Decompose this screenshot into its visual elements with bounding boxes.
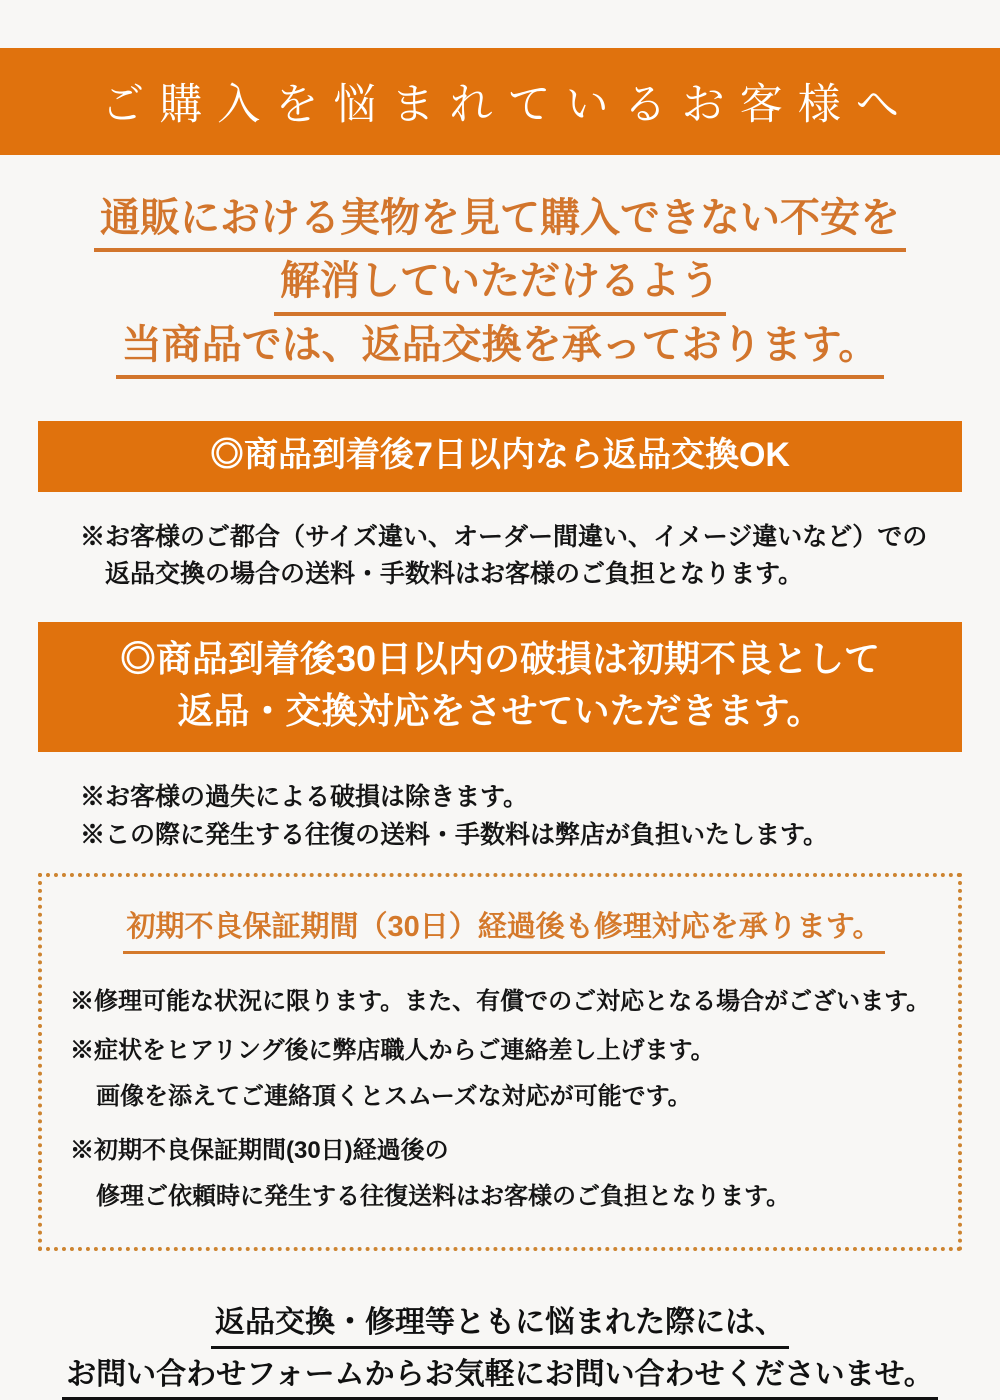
footer-line [0,1297,1000,1349]
footer-line [0,1349,1000,1400]
repair-note-line: ※症状をヒアリング後に弊店職人からご連絡差し上げます。 [70,1037,715,1065]
repair-guarantee-notes [70,985,938,1214]
note-line-continuation: 返品交換の場合の送料・手数料はお客様のご負担となります。 [105,560,804,589]
banner-7day-return [38,421,962,492]
header-banner [0,48,1000,155]
repair-guarantee-title-row [70,904,938,954]
repair-guarantee-box [38,873,962,1251]
intro-text [0,191,1000,381]
banner-7day-return-text: ◎商品到着後7日以内なら返品交換OK [210,436,790,475]
intro-line-text: 解消していただけるよう [274,254,726,315]
intro-line-text: 通販における実物を見て購入できない不安を [94,191,906,252]
note-line: ※この際に発生する往復の送料・手数料は弊店が負担いたします。 [80,820,829,849]
intro-line [0,254,1000,317]
note-7day-return [80,519,980,594]
repair-note-line: ※修理可能な状況に限ります。また、有償でのご対応となる場合がございます。 [70,988,931,1016]
banner-30day-defect-line: 返品・交換対応をさせていただきます。 [177,690,823,732]
footer-contact-note [0,1297,1000,1400]
footer-line-text: お問い合わせフォームからお気軽にお問い合わせくださいませ。 [62,1356,938,1400]
repair-guarantee-title: 初期不良保証期間（30日）経過後も修理対応を承ります。 [123,904,886,954]
banner-30day-defect-line: ◎商品到着後30日以内の破損は初期不良として [119,637,881,679]
note-30day-defect [80,779,980,854]
footer-line-text: 返品交換・修理等ともに悩まれた際には、 [211,1304,789,1349]
intro-line [0,191,1000,254]
repair-note-line-continuation: 修理ご依頼時に発生する往復送料はお客様のご負担となります。 [96,1182,791,1210]
note-line: ※お客様の過失による破損は除きます。 [80,783,529,812]
intro-line-text: 当商品では、返品交換を承っております。 [116,318,885,379]
intro-line [0,318,1000,381]
page-title: ご購入を悩まれているお客様へ [101,82,914,129]
note-line: ※お客様のご都合（サイズ違い、オーダー間違い、イメージ違いなど）での [80,522,928,551]
banner-30day-defect [38,622,962,752]
repair-note-line: ※初期不良保証期間(30日)経過後の [70,1136,449,1164]
repair-note-line-continuation: 画像を添えてご連絡頂くとスムーズな対応が可能です。 [96,1082,692,1110]
